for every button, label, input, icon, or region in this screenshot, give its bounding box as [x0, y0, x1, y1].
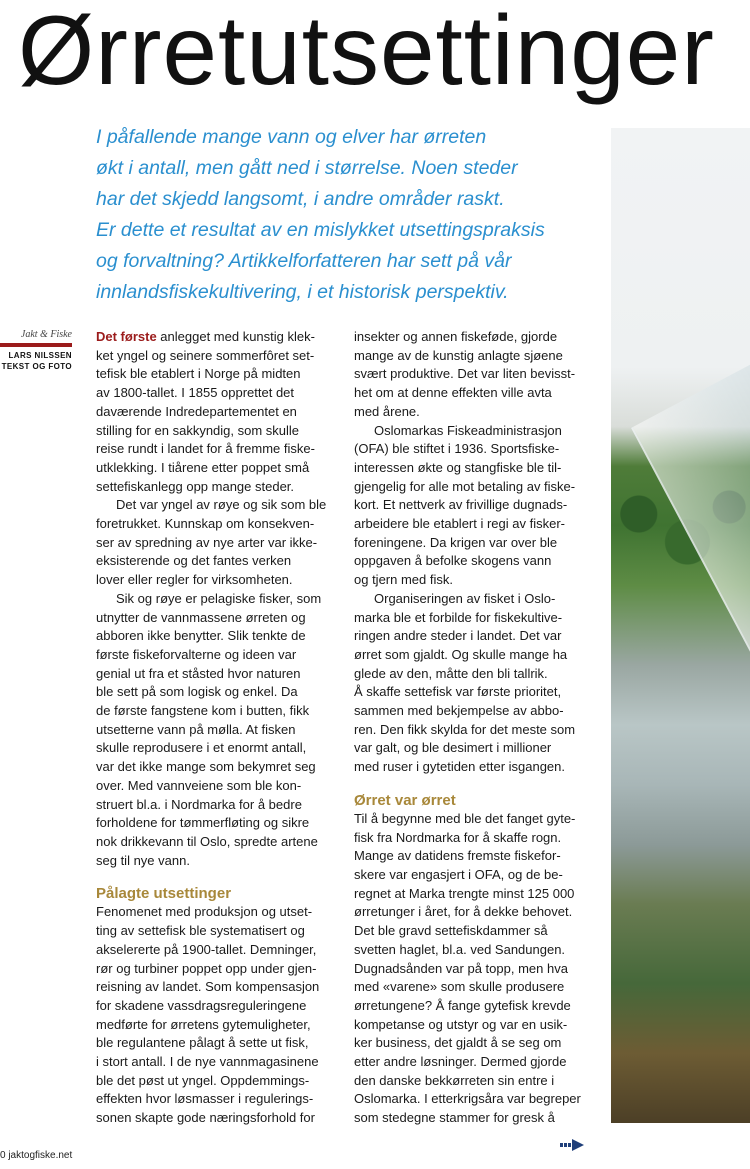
page-footer: 0 jaktogfiske.net — [0, 1150, 73, 1161]
text-line: oppgaven å befolke skogens vann — [354, 553, 552, 569]
text-line: etter andre løsninger. Dermed gjorde — [354, 1054, 567, 1070]
text-line: reisning av landet. Som kompensasjon — [96, 979, 320, 995]
text-line: seg til nye vann. — [96, 852, 190, 868]
text-line: ringen andre steder i landet. Det var — [354, 628, 562, 644]
text-line: ørretunger i året, for å dekke behovet. — [354, 904, 573, 920]
paragraph — [354, 422, 599, 590]
text-line: forholdene for tømmerfløting og sikre — [96, 815, 310, 831]
text-line: sonen skapte gode næringsforhold for — [96, 1110, 315, 1126]
text-line: første fiskeforvalterne og ideen var — [96, 646, 297, 662]
text-line: Organiseringen av fisket i Oslo- — [374, 590, 556, 606]
text-line: av 1800-tallet. I 1855 opprettet det — [96, 385, 295, 401]
text-line: interessen økte og stangfiske ble til- — [354, 459, 562, 475]
text-line: marka ble et forbilde for fiskekultive- — [354, 609, 563, 625]
text-line: Til å begynne med ble det fanget gyte- — [354, 810, 576, 826]
text-line: ørretungene? Å fange gytefisk krevde — [354, 997, 571, 1013]
paragraph — [96, 590, 341, 871]
text-line: foretrukket. Kunnskap om konsekven- — [96, 516, 315, 532]
text-line: genial ut fra et ståsted hvor naturen — [96, 665, 301, 681]
text-line: Fenomenet med produksjon og utset- — [96, 904, 313, 920]
text-line: abboren ikke benytter. Slik tenkte de — [96, 628, 306, 644]
text-line: Det ble gravd settefiskdammer så — [354, 923, 548, 939]
photo-bag — [631, 314, 750, 922]
text-line: eksisterende og det fantes verken — [96, 553, 292, 569]
paragraph — [96, 328, 341, 496]
text-column-2 — [354, 328, 599, 1128]
text-column-1 — [96, 328, 341, 1128]
text-line: gjengelig for alle mot betaling av fiske- — [354, 478, 576, 494]
text-line: over. Med vannveiene som ble kon- — [96, 777, 302, 793]
text-line: Mange av datidens fremste fiskefor- — [354, 848, 561, 864]
text-line: rør og turbiner poppet opp under gjen- — [96, 960, 317, 976]
text-line: kort. Et nettverk av frivillige dugnads- — [354, 497, 568, 513]
author-credit: TEKST OG FOTO — [1, 362, 72, 371]
text-line: kompetanse og utstyr og var en usik- — [354, 1016, 568, 1032]
text-line: regnet at Marka trengte minst 125 000 — [354, 885, 575, 901]
text-line: skere var engasjert i OFA, og de be- — [354, 866, 563, 882]
lead-line: innlandsfiskekultivering, i et historisk perspektiv. — [96, 281, 509, 303]
text-line: og tjern med fisk. — [354, 572, 453, 588]
article-title: Ørretutsettinger — [18, 0, 715, 105]
text-line: svetten haglet, bl.a. ved Sandungen. — [354, 941, 566, 957]
magazine-name: Jakt & Fiske — [20, 329, 72, 340]
text-line: som stedegne stammer for gresk å — [354, 1110, 555, 1126]
lead-line: økt i antall, men gått ned i størrelse. Noen steder — [96, 157, 518, 179]
continue-arrow-icon — [560, 1138, 584, 1152]
text-line: sammen med bekjempelse av abbo- — [354, 703, 564, 719]
text-line: ren. Den fikk skylda for det meste som — [354, 721, 576, 737]
text-line: tefisk ble etablert i Norge på midten — [96, 366, 301, 382]
text-line: ket yngel og seinere sommerfôret set- — [96, 347, 315, 363]
text-line: Det var yngel av røye og sik som ble — [116, 497, 327, 513]
text-line: ting av settefisk ble systematisert og — [96, 923, 305, 939]
text-line: ker business, det gjaldt å se seg om — [354, 1035, 562, 1051]
text-line: ble regulantene pålagt å sette ut fisk, — [96, 1035, 309, 1051]
text-line: utsetterne vann på mølla. At fisken — [96, 721, 296, 737]
text-line: glede av den, måtte den bli tallrik. — [354, 665, 548, 681]
lead-line: har det skjedd langsomt, i andre områder raskt. — [96, 188, 505, 210]
text-line: de første fangstene kom i butten, fikk — [96, 703, 310, 719]
text-line: Sik og røye er pelagiske fisker, som — [116, 590, 322, 606]
text-line: var det ikke mange som bekymret seg — [96, 759, 316, 775]
text-line: ble det pøst ut yngel. Oppdemmings- — [96, 1072, 310, 1088]
text-line: Oslomarkas Fiskeadministrasjon — [374, 422, 562, 438]
text-line: utnytter de vannmassene ørreten og — [96, 609, 306, 625]
text-line: arbeidere ble etablert i regi av fisker- — [354, 516, 565, 532]
text-line: foreningene. Da krigen var over ble — [354, 534, 558, 550]
text-line: akselererte på 1900-tallet. Demninger, — [96, 941, 317, 957]
lead-paragraph — [96, 122, 596, 308]
text-line: skulle reprodusere i et enormt antall, — [96, 740, 307, 756]
text-line: stilling for en sakkyndig, som skulle — [96, 422, 300, 438]
article-photo — [611, 128, 750, 1123]
text-line: insekter og annen fiskeføde, gjorde — [354, 329, 558, 344]
text-line — [96, 328, 341, 347]
text-line: reise rundt i landet for å fremme fiske- — [96, 441, 315, 457]
text-fragment: anlegget med kunstig klek- — [156, 329, 315, 344]
author-name: LARS NILSSEN — [8, 351, 72, 360]
text-line: nok drikkevann til Oslo, spredte artene — [96, 833, 318, 849]
text-line: medførte for ørretens gytemuligheter, — [96, 1016, 311, 1032]
text-line: daværende Indredepartementet en — [96, 403, 297, 419]
lead-line: og forvaltning? Artikkelforfatteren har sett på vår — [96, 250, 512, 272]
lead-line: Er dette et resultat av en mislykket utsettingspraksis — [96, 219, 545, 241]
text-line: for skadene vassdragsreguleringene — [96, 997, 307, 1013]
byline-divider — [0, 343, 72, 347]
text-line: med «varene» som skulle produsere — [354, 979, 565, 995]
text-line: var galt, og ble desimert i millioner — [354, 740, 552, 756]
lead-line: I påfallende mange vann og elver har ørreten — [96, 126, 487, 148]
text-line: lover eller regler for virksomheten. — [96, 572, 293, 588]
text-line: struert bl.a. i Nordmarka for å bedre — [96, 796, 302, 812]
text-line: fisk fra Nordmarka for å skaffe rogn. — [354, 829, 562, 845]
text-line: utklekking. I tiårene etter poppet små — [96, 459, 310, 475]
section-heading: Pålagte utsettinger — [96, 885, 232, 903]
paragraph — [354, 590, 599, 777]
text-line: mange av de kunstig anlagte sjøene — [354, 347, 563, 363]
text-line: med årene. — [354, 403, 420, 419]
text-line: ble sett på som logisk og enkel. Da — [96, 684, 298, 700]
text-line: ørret som gjaldt. Og skulle mange ha — [354, 646, 568, 662]
text-line: ser av spredning av nye arter var ikke- — [96, 534, 318, 550]
text-line: Oslomarka. I etterkrigsåra var begreper — [354, 1091, 581, 1107]
paragraph — [96, 903, 341, 1127]
text-line: svært produktive. Det var liten bevisst- — [354, 366, 576, 382]
paragraph — [96, 496, 341, 590]
paragraph — [354, 810, 599, 1128]
text-line: den danske bekkørreten sin entre i — [354, 1072, 555, 1088]
text-line: i stort antall. I de nye vannmagasinene — [96, 1054, 319, 1070]
text-line: effekten hvor løsmasser i regulerings- — [96, 1091, 314, 1107]
section-heading: Ørret var ørret — [354, 791, 456, 809]
text-line: Dugnadsånden var på topp, men hva — [354, 960, 568, 976]
text-line: settefiskanlegg opp mange steder. — [96, 478, 295, 494]
text-line: med ruser i gytetiden etter isgangen. — [354, 759, 566, 775]
lead-in: Det første — [96, 329, 157, 344]
text-line: Å skaffe settefisk var første prioritet, — [354, 684, 562, 700]
byline — [0, 328, 72, 372]
paragraph — [354, 328, 599, 422]
text-line: (OFA) ble stiftet i 1936. Sportsfiske- — [354, 441, 560, 457]
text-line: het om at denne effekten ville avta — [354, 385, 552, 401]
